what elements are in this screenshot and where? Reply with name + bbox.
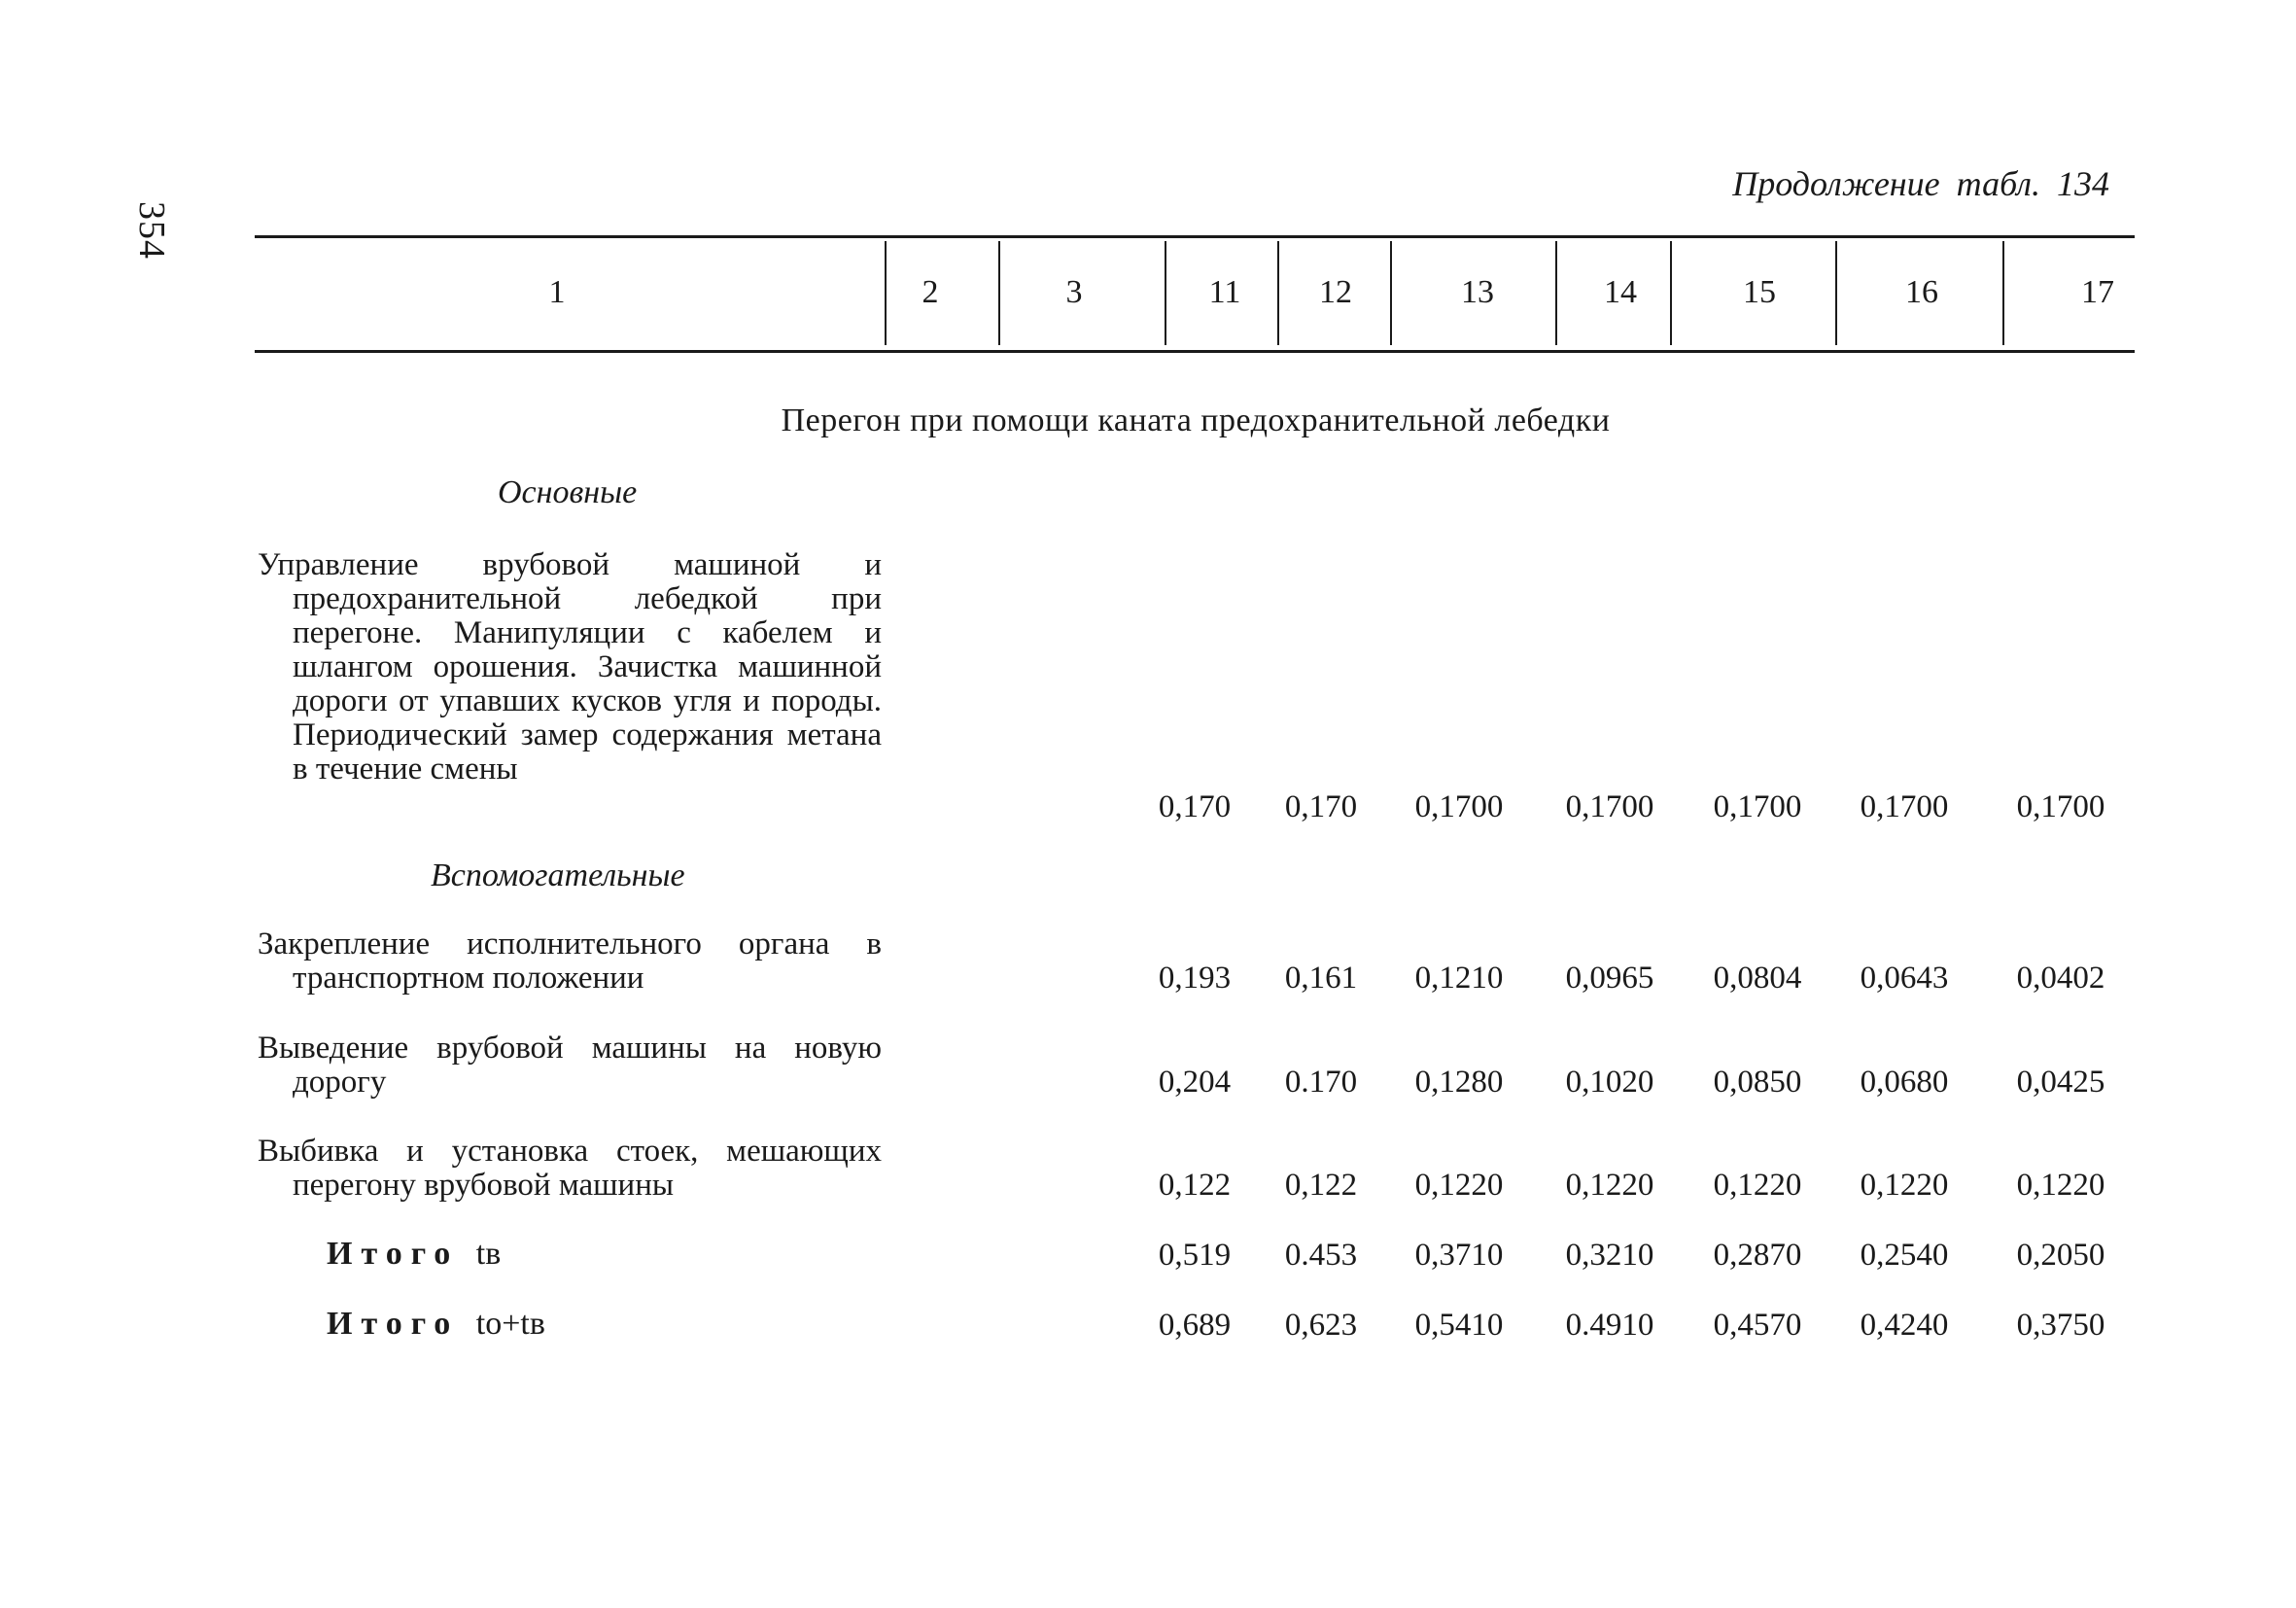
value-cell: 0,1220: [1565, 1168, 1654, 1203]
total-word: Итого: [327, 1236, 460, 1272]
value-cell: 0,161: [1284, 961, 1358, 996]
total-value-cell: 0,4240: [1860, 1308, 1949, 1343]
total-value-cell: 0,5410: [1414, 1308, 1504, 1343]
total-value-cell: 0,2870: [1713, 1238, 1802, 1273]
page-number: 354: [131, 201, 172, 260]
operation-label: Закрепление исполнительного органа в транспортном положении: [258, 926, 882, 996]
column-header: 16: [1905, 274, 1938, 310]
total-value-cell: 0,2540: [1860, 1238, 1949, 1273]
value-cell: 0,0680: [1860, 1065, 1949, 1100]
header-bottom-rule: [255, 350, 2135, 353]
total-value-cell: 0.4910: [1565, 1308, 1654, 1343]
operation-label: Управление врубовой машиной и предохранительной лебедкой при перегоне. Манипуляции с кабелем и шлангом орошения. Зачистка машинной дороги от упавших кусков угля и породы. Периодический замер содержания метана в течение смены: [258, 547, 882, 787]
value-cell: 0,0425: [2016, 1065, 2105, 1100]
value-cell: 0,170: [1284, 789, 1358, 824]
value-cell: 0,0965: [1565, 961, 1654, 996]
value-cell: 0,1220: [1860, 1168, 1949, 1203]
value-cell: 0,1700: [1565, 789, 1654, 824]
column-header: 17: [2081, 274, 2114, 310]
value-cell: 0,0804: [1713, 961, 1802, 996]
total-value-cell: 0,519: [1158, 1238, 1232, 1273]
total-value-cell: 0,2050: [2016, 1238, 2105, 1273]
operation-label: Выведение врубовой машины на новую дорогу: [258, 1031, 882, 1100]
value-cell: 0,193: [1158, 961, 1232, 996]
value-cell: 0,1020: [1565, 1065, 1654, 1100]
total-value-cell: 0,689: [1158, 1308, 1232, 1343]
value-cell: 0,1210: [1414, 961, 1504, 996]
total-value-cell: 0.453: [1284, 1238, 1358, 1273]
column-separator: [1670, 241, 1672, 345]
value-cell: 0,1700: [1713, 789, 1802, 824]
total-value-cell: 0,3750: [2016, 1308, 2105, 1343]
value-cell: 0,0402: [2016, 961, 2105, 996]
total-label: [327, 1306, 545, 1343]
group-title-main: Основные: [498, 474, 638, 510]
value-cell: 0,0643: [1860, 961, 1949, 996]
table-continuation-caption: Продолжение табл. 134: [1732, 164, 2109, 203]
value-cell: 0,204: [1158, 1065, 1232, 1100]
value-cell: 0,1700: [1414, 789, 1504, 824]
total-value-cell: 0,3210: [1565, 1238, 1654, 1273]
value-cell: 0,1220: [1713, 1168, 1802, 1203]
column-header: 14: [1604, 274, 1637, 310]
total-value-cell: 0,623: [1284, 1308, 1358, 1343]
column-separator: [1277, 241, 1279, 345]
column-header: 13: [1461, 274, 1494, 310]
column-header: 12: [1319, 274, 1352, 310]
total-value-cell: 0,4570: [1713, 1308, 1802, 1343]
column-header: 3: [1065, 274, 1083, 310]
column-header: 2: [922, 274, 939, 310]
column-separator: [1835, 241, 1837, 345]
header-top-rule: [255, 235, 2135, 238]
total-label: [327, 1236, 501, 1273]
total-formula: tо+tв: [475, 1306, 545, 1342]
value-cell: 0,1280: [1414, 1065, 1504, 1100]
column-separator: [2002, 241, 2004, 345]
value-cell: 0,1700: [2016, 789, 2105, 824]
column-header: 15: [1743, 274, 1776, 310]
column-separator: [1555, 241, 1557, 345]
section-title: Перегон при помощи каната предохранительной лебедки: [781, 402, 1611, 438]
column-header: 11: [1208, 274, 1241, 310]
total-formula: tв: [475, 1236, 502, 1272]
total-value-cell: 0,3710: [1414, 1238, 1504, 1273]
value-cell: 0,1220: [2016, 1168, 2105, 1203]
column-separator: [885, 241, 887, 345]
value-cell: 0,170: [1158, 789, 1232, 824]
column-separator: [1165, 241, 1166, 345]
column-separator: [1390, 241, 1392, 345]
value-cell: 0,122: [1158, 1168, 1232, 1203]
operation-label: Выбивка и установка стоек, мешающих перегону врубовой машины: [258, 1134, 882, 1203]
value-cell: 0,1700: [1860, 789, 1949, 824]
value-cell: 0,122: [1284, 1168, 1358, 1203]
value-cell: 0,0850: [1713, 1065, 1802, 1100]
column-header: 1: [548, 274, 566, 310]
value-cell: 0.170: [1284, 1065, 1358, 1100]
value-cell: 0,1220: [1414, 1168, 1504, 1203]
column-separator: [998, 241, 1000, 345]
group-title-auxiliary: Вспомогательные: [431, 857, 685, 893]
total-word: Итого: [327, 1306, 460, 1342]
